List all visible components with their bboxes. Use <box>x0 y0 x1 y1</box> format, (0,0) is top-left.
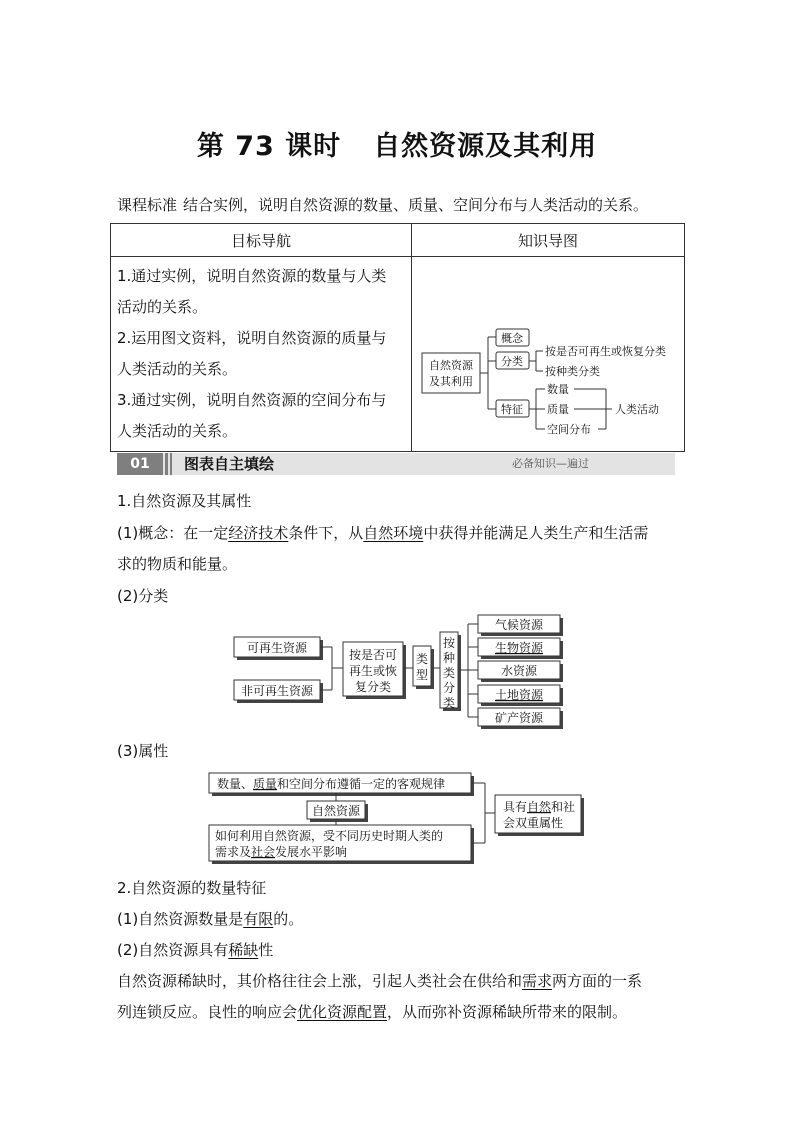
map-feature-item: 数量 <box>547 383 569 396</box>
by-kind-char: 类 <box>442 666 456 680</box>
section-separator <box>165 453 168 475</box>
kind-climate: 气候资源 <box>494 618 544 632</box>
map-feature-item: 空间分布 <box>547 423 591 436</box>
attribute-diagram <box>205 770 595 866</box>
page-title <box>0 124 794 163</box>
attr-result-line2: 会双重属性 <box>503 816 564 830</box>
text: 中获得并能满足人类生产和生活需 <box>423 524 649 542</box>
by-renew-line: 再生或恢 <box>348 664 398 678</box>
text: 两方面的一系 <box>552 972 643 990</box>
goal-line: 活动的关系。 <box>117 298 208 316</box>
fill-answer: 稀缺 <box>228 941 259 959</box>
header-goals: 目标导航 <box>111 224 412 257</box>
text: 列连锁反应。良性的响应会 <box>117 1003 298 1021</box>
by-kind-char: 分 <box>442 681 456 695</box>
goal-line: 3.通过实例，说明自然资源的空间分布与 <box>117 391 387 409</box>
heading-2: 2.自然资源的数量特征 <box>117 879 267 897</box>
concept-line2: 求的物质和能量。 <box>117 555 238 573</box>
standard-label: 课程标准 <box>117 196 178 214</box>
attr-heading: (3)属性 <box>117 742 169 760</box>
map-classify: 分类 <box>501 355 523 368</box>
type-char: 型 <box>415 668 429 682</box>
by-kind-char: 种 <box>442 651 456 665</box>
quantity-point-1 <box>117 908 303 929</box>
goal-line: 人类活动的关系。 <box>117 360 238 378</box>
classify-heading: (2)分类 <box>117 587 169 605</box>
map-classify-item: 按是否可再生或恢复分类 <box>545 345 666 358</box>
scarcity-line1 <box>117 970 642 991</box>
by-renew-line: 按是否可 <box>348 648 398 662</box>
attr-top-text: 数量、质量和空间分布遵循一定的客观规律 <box>217 777 446 791</box>
lesson-topic: 自然资源及其利用 <box>373 131 598 162</box>
map-root-line1: 自然资源 <box>429 359 473 372</box>
section-subtitle: 必备知识—遍过 <box>512 457 589 470</box>
fill-answer: 自然环境 <box>363 524 424 542</box>
map-feature: 特征 <box>501 403 523 416</box>
classification-diagram <box>225 610 575 734</box>
map-human: 人类活动 <box>615 403 659 416</box>
goal-line: 2.运用图文资料，说明自然资源的质量与 <box>117 329 387 347</box>
text: 性 <box>258 941 274 959</box>
goal-line: 人类活动的关系。 <box>117 422 238 440</box>
concept-label: (1)概念： <box>117 524 184 542</box>
map-feature-bracket <box>529 389 545 429</box>
text: (1)自然资源数量是 <box>117 910 244 928</box>
goal-line: 1.通过实例，说明自然资源的数量与人类 <box>117 267 387 285</box>
by-kind-char: 类 <box>442 696 456 710</box>
overview-table <box>110 223 685 452</box>
map-root-bracket <box>480 337 496 409</box>
kind-biological: 生物资源 <box>494 641 544 655</box>
section-separator <box>170 453 172 475</box>
scarcity-line2 <box>117 1001 627 1022</box>
section-title: 图表自主填绘 <box>184 455 275 473</box>
knowledge-map <box>412 257 696 443</box>
text: 条件下，从 <box>288 524 364 542</box>
heading-1: 1.自然资源及其属性 <box>117 492 252 510</box>
fill-answer: 优化资源配置 <box>297 1003 388 1021</box>
text: 自然资源稀缺时，其价格往往会上涨，引起人类社会在供给和 <box>117 972 523 990</box>
nonrenewable-label: 非可再生资源 <box>240 684 314 698</box>
knowledge-map-cell <box>412 257 685 452</box>
lesson-number: 第 73 课时 <box>196 131 342 162</box>
attr-result-line1: 具有自然和社 <box>503 800 576 814</box>
by-kind-char: 按 <box>442 636 456 650</box>
attr-bottom-line1: 如何利用自然资源，受不同历史时期人类的 <box>215 829 444 843</box>
curriculum-standard <box>117 194 648 215</box>
text: 在一定 <box>183 524 229 542</box>
fill-answer: 有限 <box>243 910 274 928</box>
map-concept: 概念 <box>501 332 523 345</box>
concept-line1 <box>117 522 648 543</box>
by-renew-line: 复分类 <box>354 680 392 694</box>
text: (2)自然资源具有 <box>117 941 229 959</box>
map-classify-item: 按种类分类 <box>545 365 600 378</box>
kind-water: 水资源 <box>500 664 538 678</box>
map-classify-bracket <box>529 351 543 371</box>
fill-answer: 需求 <box>522 972 553 990</box>
section-number: 01 <box>117 453 163 475</box>
kind-land: 土地资源 <box>494 688 544 702</box>
text: 的。 <box>273 910 304 928</box>
attr-bottom-line2: 需求及社会发展水平影响 <box>215 845 348 859</box>
map-root-line2: 及其利用 <box>429 375 473 388</box>
kind-mineral: 矿产资源 <box>494 711 544 725</box>
quantity-point-2 <box>117 939 273 960</box>
type-char: 类 <box>415 652 429 666</box>
fill-answer: 经济技术 <box>228 524 289 542</box>
goals-cell <box>111 257 412 452</box>
connector <box>320 647 343 690</box>
attr-center: 自然资源 <box>311 804 361 818</box>
text: ，从而弥补资源稀缺所带来的限制。 <box>387 1003 628 1021</box>
kind-list <box>478 615 563 729</box>
connector <box>471 783 495 843</box>
header-map: 知识导图 <box>412 224 685 257</box>
renewable-label: 可再生资源 <box>246 641 308 655</box>
map-feature-item: 质量 <box>547 403 569 416</box>
standard-text: 结合实例，说明自然资源的数量、质量、空间分布与人类活动的关系。 <box>183 196 649 214</box>
